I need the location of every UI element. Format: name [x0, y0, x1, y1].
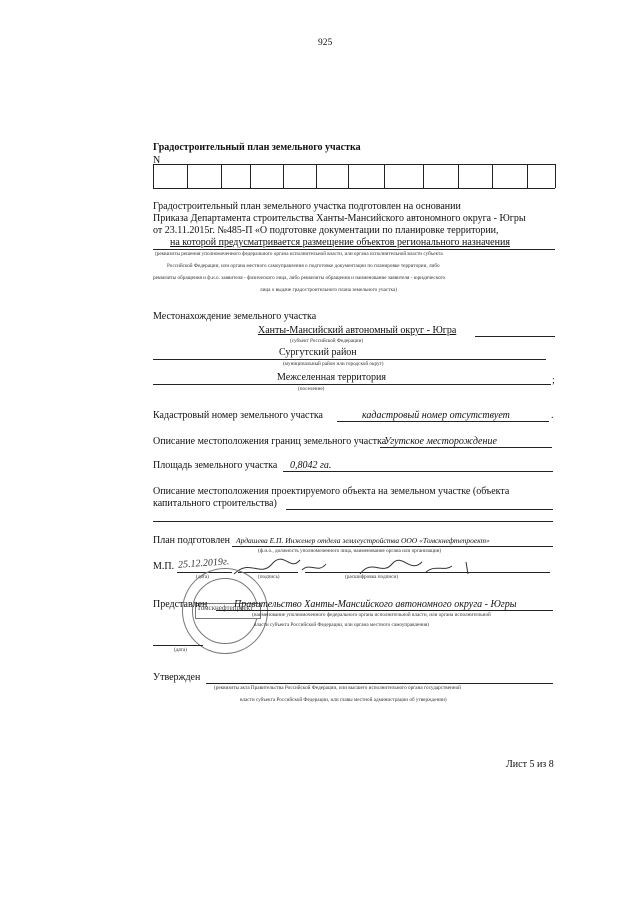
subject-note: (субъект Российской Федерации) [290, 338, 364, 344]
document-title: Градостроительный план земельного участка [153, 142, 361, 153]
prepared-label: План подготовлен [153, 535, 230, 546]
number-label: N [153, 155, 161, 166]
cadastral-label: Кадастровый номер земельного участка [153, 410, 323, 421]
mp-date: 25.12.2019г. [177, 556, 230, 571]
represented-note-1: (наименование уполномоченного федерального органа исполнительной власти, или органа исполнительной [252, 612, 491, 618]
area-label: Площадь земельного участка [153, 460, 278, 471]
location-label: Местонахождение земельного участка [153, 311, 317, 322]
object-label-1: Описание местоположения проектируемого объекта на земельном участке (объекта [153, 486, 510, 497]
area-value: 0,8042 га. [290, 460, 332, 471]
district-note: (муниципальный район или городской округ) [283, 361, 384, 367]
prepared-value: Ардашева Е.П. Инженер отдела землеустройства ООО «Томскнефтепроект» [236, 536, 490, 545]
district-value: Сургутский район [279, 347, 357, 358]
approved-label: Утвержден [153, 672, 201, 683]
settlement-value: Межселенная территория [277, 372, 386, 383]
mp-label: М.П. [153, 561, 175, 572]
object-label-2: капитального строительства) [153, 498, 277, 509]
sheet-label: Лист 5 из 8 [506, 759, 554, 770]
approved-note-2: власти субъекта Российской Федерации, или главы местной администрации об утверждении) [240, 697, 447, 703]
mp-name-note: (расшифровка подписи) [345, 574, 398, 580]
subject-value: Ханты-Мансийский автономный округ - Югра [258, 325, 457, 336]
basis-line-3: от 23.11.2015г. №485-П «О подготовке документации по планировке территории, [153, 225, 499, 236]
prepared-note: (ф.и.о., должность уполномоченного лица, наименование органа или организации) [258, 548, 442, 554]
basis-note-2: Российской Федерации, или органа местного самоуправления о подготовке документации по планировке территории, либо [167, 263, 440, 269]
settlement-note: (поселение) [298, 386, 325, 392]
boundary-label: Описание местоположения границ земельного участка [153, 436, 387, 447]
represented-date-note: (дата) [174, 647, 187, 653]
basis-note-4: лица о выдаче градостроительного плана земельного участка) [260, 287, 398, 293]
cadastral-value: кадастровый номер отсутствует [362, 410, 510, 421]
basis-line-2: Приказа Департамента строительства Ханты-Мансийского автономного округа - Югры [153, 213, 526, 224]
mp-date-note: (дата) [196, 574, 209, 580]
page-number: 925 [318, 38, 333, 48]
represented-note-2: власти субъекта Российской Федерации, или органа местного самоуправления) [254, 622, 430, 628]
approved-note-1: (реквизиты акта Правительства Российской Федерации, или высшего исполнительного органа государственной [214, 685, 461, 691]
boundary-value: Угутское месторождение [384, 436, 497, 447]
basis-note-1: (реквизиты решения уполномоченного федерального органа исполнительной власти, или органа исполнительной власти субъекта [155, 251, 443, 257]
stamp-text: Томскнефтепроект [197, 604, 253, 612]
represented-value: Правительство Ханты-Мансийского автономного округа - Югры [234, 599, 517, 610]
mp-sign-note: (подпись) [258, 574, 280, 580]
basis-note-3: реквизиты обращения и ф.и.о. заявителя - физического лица, либо реквизиты обращения и наименование заявителя - юридического [153, 275, 446, 281]
basis-line-1: Градостроительный план земельного участка подготовлен на основании [153, 201, 461, 212]
basis-line-4: на которой предусматривается размещение объектов регионального назначения [170, 237, 510, 248]
represented-label: Представлен [153, 599, 208, 610]
handwritten-signature [230, 552, 480, 582]
